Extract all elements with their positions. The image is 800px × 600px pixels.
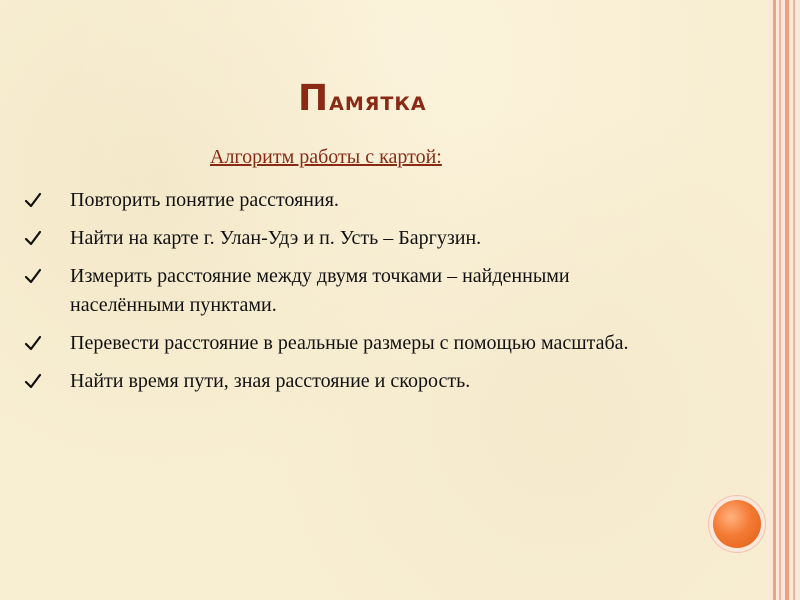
checkmark-icon (24, 372, 42, 390)
list-item-text: Перевести расстояние в реальные размеры с помощью масштаба. (70, 332, 629, 354)
border-stripe (779, 0, 781, 600)
border-stripe (773, 0, 776, 600)
list-item-text: Повторить понятие расстояния. (70, 189, 339, 211)
list-item-text: Найти на карте г. Улан-Удэ и п. Усть – Баргузин. (70, 227, 482, 249)
list-item (24, 186, 644, 215)
slide-subtitle: Алгоритм работы с картой: (210, 146, 442, 168)
list-item (24, 367, 644, 396)
list-item (24, 329, 644, 358)
right-decorative-border (768, 0, 800, 600)
bullet-list (24, 186, 644, 405)
title-rest: амятка (329, 86, 427, 117)
checkmark-icon (24, 191, 42, 209)
checkmark-icon (24, 334, 42, 352)
list-item-text: Измерить расстояние между двумя точками – найденными населёнными пунктами. (70, 265, 570, 316)
list-item (24, 262, 644, 320)
decorative-orange-circle (713, 500, 761, 548)
checkmark-icon (24, 229, 42, 247)
border-stripe (793, 0, 795, 600)
title-initial: П (298, 78, 330, 119)
slide-title (298, 78, 538, 119)
checkmark-icon (24, 267, 42, 285)
list-item-text: Найти время пути, зная расстояние и скорость. (70, 370, 471, 392)
border-stripe (785, 0, 789, 600)
list-item (24, 224, 644, 253)
